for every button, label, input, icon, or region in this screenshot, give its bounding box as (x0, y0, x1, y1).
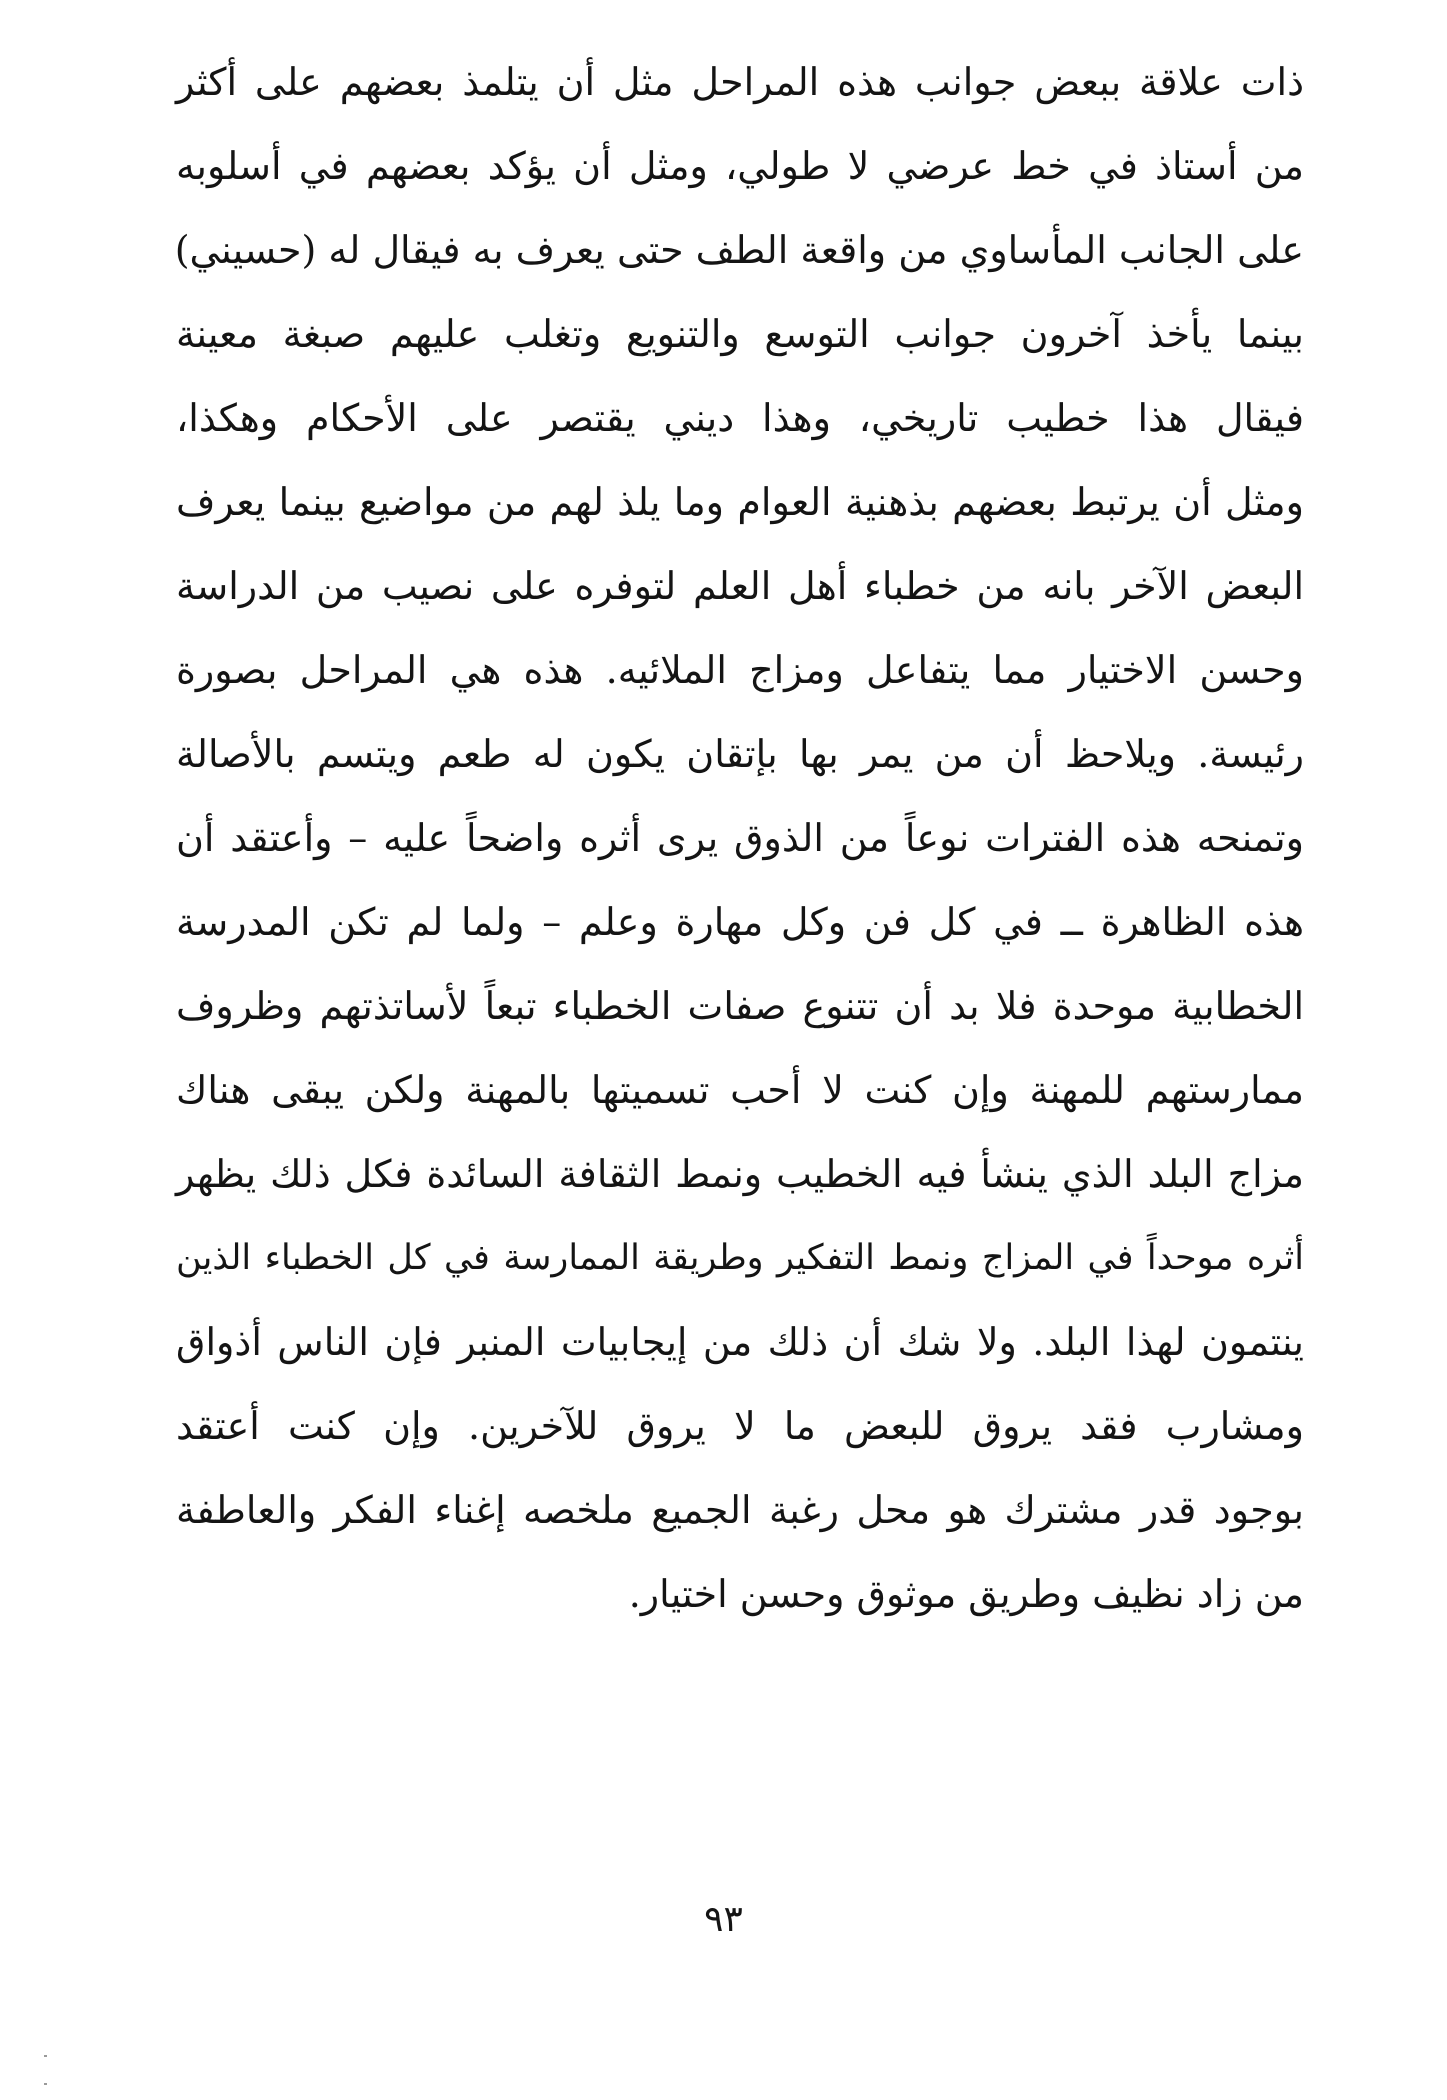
text-line: ممارستهم للمهنة وإن كنت لا أحب تسميتها بالمهنة ولكن يبقى هناك (176, 1068, 1304, 1112)
text-line: ينتمون لهذا البلد. ولا شك أن ذلك من إيجابيات المنبر فإن الناس أذواق (176, 1320, 1304, 1364)
text-line-last: من زاد نظيف وطريق موثوق وحسن اختيار. (628, 1572, 1304, 1616)
text-line: رئيسة. ويلاحظ أن من يمر بها بإتقان يكون له طعم ويتسم بالأصالة (176, 732, 1304, 776)
text-line: فيقال هذا خطيب تاريخي، وهذا ديني يقتصر على الأحكام وهكذا، (176, 396, 1304, 440)
text-line: وحسن الاختيار مما يتفاعل ومزاج الملائيه. هذه هي المراحل بصورة (176, 648, 1304, 692)
text-line: الخطابية موحدة فلا بد أن تتنوع صفات الخطباء تبعاً لأساتذتهم وظروف (176, 984, 1304, 1028)
text-line: مزاج البلد الذي ينشأ فيه الخطيب ونمط الثقافة السائدة فكل ذلك يظهر (176, 1152, 1304, 1196)
text-line: بوجود قدر مشترك هو محل رغبة الجميع ملخصه إغناء الفكر والعاطفة (176, 1488, 1304, 1532)
text-line: أثره موحداً في المزاج ونمط التفكير وطريقة الممارسة في كل الخطباء الذين (176, 1238, 1304, 1278)
text-line: ومشارب فقد يروق للبعض ما لا يروق للآخرين. وإن كنت أعتقد (176, 1404, 1304, 1448)
scan-speck (44, 2083, 47, 2085)
text-line: البعض الآخر بانه من خطباء أهل العلم لتوفره على نصيب من الدراسة (176, 564, 1304, 608)
text-line: من أستاذ في خط عرضي لا طولي، ومثل أن يؤكد بعضهم في أسلوبه (176, 144, 1304, 188)
scan-speck (44, 2055, 47, 2057)
body-text (176, 40, 1304, 1636)
text-line: ومثل أن يرتبط بعضهم بذهنية العوام وما يلذ لهم من مواضيع بينما يعرف (176, 480, 1304, 524)
text-line: هذه الظاهرة ــ في كل فن وكل مهارة وعلم – ولما لم تكن المدرسة (176, 900, 1304, 944)
text-line: على الجانب المأساوي من واقعة الطف حتى يعرف به فيقال له (حسيني) (174, 228, 1304, 272)
text-line: وتمنحه هذه الفترات نوعاً من الذوق يرى أثره واضحاً عليه – وأعتقد أن (176, 816, 1304, 860)
page-number: ٩٣ (704, 1899, 743, 1940)
text-line: بينما يأخذ آخرون جوانب التوسع والتنويع وتغلب عليهم صبغة معينة (176, 312, 1304, 356)
text-line: ذات علاقة ببعض جوانب هذه المراحل مثل أن يتلمذ بعضهم على أكثر (176, 60, 1304, 104)
